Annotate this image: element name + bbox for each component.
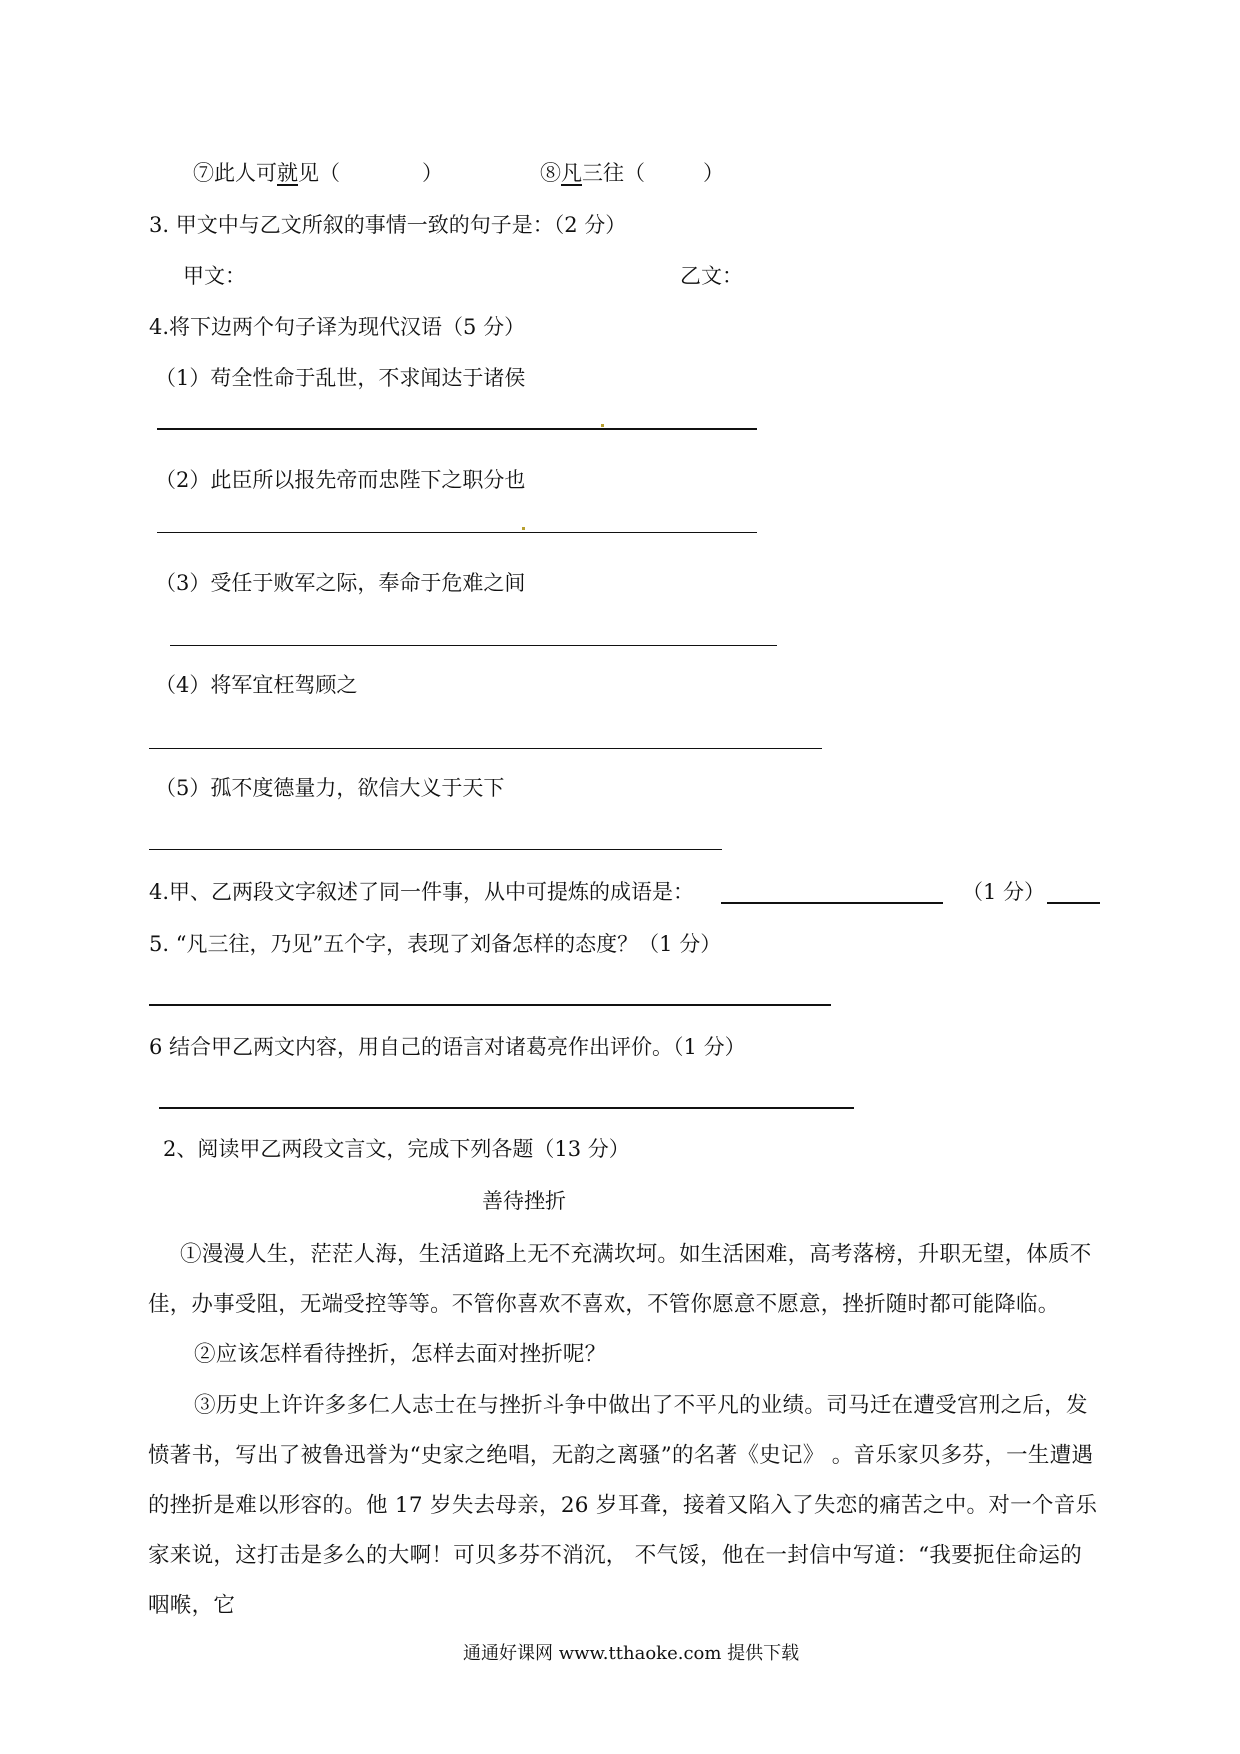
- q4-item-4: （4）将军宜枉驾顾之: [155, 673, 358, 697]
- q4-item-3: （3）受任于败军之际，奉命于危难之间: [155, 571, 526, 595]
- q5-prompt: 5. “凡三往，乃见”五个字，表现了刘备怎样的态度？（1 分）: [149, 932, 722, 956]
- item-8: [540, 161, 724, 186]
- q4-item-2: （2）此臣所以报先帝而忠陛下之职分也: [155, 468, 526, 492]
- q3-prompt: 3. 甲文中与乙文所叙的事情一致的句子是：（2 分）: [149, 213, 627, 237]
- q4-item-1: （1）苟全性命于乱世，不求闻达于诸侯: [155, 366, 526, 390]
- section2-prompt: 2、阅读甲乙两段文言文，完成下列各题（13 分）: [163, 1137, 630, 1161]
- paragraph-2: ②应该怎样看待挫折，怎样去面对挫折呢？: [194, 1342, 607, 1367]
- q3-label-a: 甲文：: [183, 264, 246, 288]
- item-7-pre: 此人可: [214, 161, 277, 185]
- q4-prompt: 4.将下边两个句子译为现代汉语（5 分）: [149, 315, 526, 339]
- scan-mark: [522, 527, 525, 530]
- q3-label-b: 乙文：: [680, 264, 743, 288]
- q4-item-5: （5）孤不度德量力，欲信大义于天下: [155, 776, 505, 800]
- page-footer: 通通好课网 www.tthaoke.com 提供下载: [463, 1643, 800, 1664]
- answer-line-q4-5[interactable]: [149, 849, 722, 850]
- item-8-underlined: 凡: [561, 161, 582, 185]
- answer-line-q5[interactable]: [149, 1004, 831, 1006]
- answer-line-q4-3[interactable]: [170, 645, 777, 646]
- item-7: [193, 161, 443, 186]
- answer-line-q4-2[interactable]: [157, 532, 757, 533]
- item-8-close: ）: [703, 161, 724, 185]
- item-8-num: ⑧: [540, 161, 561, 185]
- answer-line-q4-4[interactable]: [149, 748, 822, 749]
- answer-line-q6[interactable]: [159, 1107, 854, 1109]
- q4b-score: （1 分）: [962, 880, 1046, 904]
- item-7-post: 见（: [298, 161, 340, 185]
- answer-line-idiom[interactable]: [721, 902, 943, 904]
- paragraph-3: ③历史上许许多多仁人志士在与挫折斗争中做出了不平凡的业绩。司马迁在遭受宫刑之后，发愤著书，写出了被鲁迅誉为“史家之绝唱，无韵之离骚”的名著《史记》 。音乐家贝多芬，一生遭遇的挫折是难以形容的。他 17 岁失去母亲，26 岁耳聋，接着又陷入了失恋的痛苦之中。对一个音乐家来说，这打击是多么的大啊！可贝多芬不消沉， 不气馁，他在一封信中写道：“我要扼住命运的咽喉，它: [148, 1393, 1098, 1618]
- paragraph-1: ①漫漫人生，茫茫人海，生活道路上无不充满坎坷。如生活困难，高考落榜，升职无望，体质不佳，办事受阻，无端受控等等。不管你喜欢不喜欢，不管你愿意不愿意，挫折随时都可能降临。: [148, 1242, 1092, 1317]
- item-8-post: 三往（: [582, 161, 645, 185]
- q6-prompt: 6 结合甲乙两文内容，用自己的语言对诸葛亮作出评价。（1 分）: [149, 1035, 746, 1059]
- answer-line-extra[interactable]: [1047, 902, 1100, 904]
- item-7-num: ⑦: [193, 161, 214, 185]
- item-7-underlined: 就: [277, 161, 298, 185]
- answer-line-q4-1[interactable]: [157, 428, 757, 430]
- scan-mark: [601, 424, 604, 427]
- section2-title: 善待挫折: [482, 1189, 566, 1213]
- q4b-prompt: 4.甲、乙两段文字叙述了同一件事，从中可提炼的成语是：: [149, 880, 695, 904]
- item-7-close: ）: [422, 161, 443, 185]
